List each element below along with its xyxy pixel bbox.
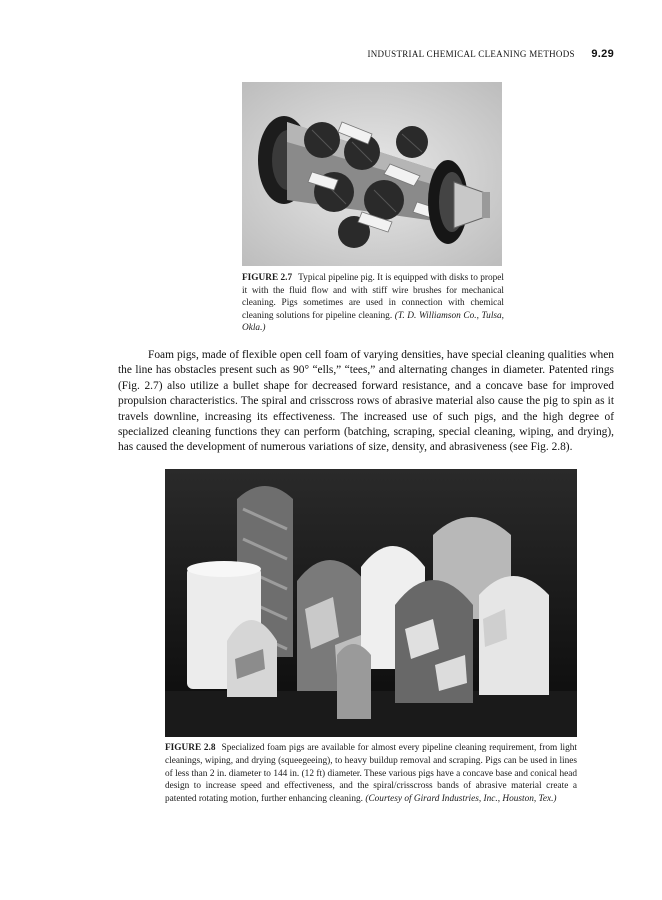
figure-2-7-photo bbox=[242, 82, 502, 266]
foam-pigs-illustration bbox=[165, 469, 577, 737]
figure-2-8-caption bbox=[165, 742, 577, 806]
figure-2-7-caption bbox=[242, 272, 504, 335]
running-head-title: INDUSTRIAL CHEMICAL CLEANING METHODS bbox=[367, 49, 575, 59]
pipeline-pig-illustration bbox=[242, 82, 502, 266]
figure-2-8-label: FIGURE 2.8 bbox=[165, 743, 216, 753]
figure-2-8-caption-text: Specialized foam pigs are available for almost every pipeline cleaning requirement, from light cleanings, wiping, and drying (squeegeeing), to heavy buildup removal and scraping. Pigs can be used in lines of less than 2 in. diameter to 144 in. (12 ft) diameter. These various pigs have a concave base and conical head design to increase speed and effectiveness, and the spiral/crisscross bands of abrasive material create a patented rotating motion, further enhancing cleaning. bbox=[165, 743, 578, 805]
figure-2-8-photo bbox=[165, 469, 577, 737]
running-head bbox=[367, 48, 614, 60]
body-paragraph: Foam pigs, made of flexible open cell foam of varying densities, have special cleaning qualities when the line has obstacles present such as 90° “ells,” “tees,” and alternating changes in diameter. Patented rings (Fig. 2.7) also utilize a bullet shape for decreased forward resistance, and a concave base for improved propulsion characteristics. The spiral and crisscross rows of abrasive material also cause the pig to spin as it travels downline, increasing its effectiveness. The increased use of such pigs, and the high degree of specialized cleaning functions they can perform (batching, scraping, special cleaning, wiping, and drying), has caused the development of numerous variations of size, density, and abrasiveness (see Fig. 2.8). bbox=[118, 349, 614, 454]
figure-2-7-caption-text: Typical pipeline pig. It is equipped with disks to propel it with the fluid flow and with stiff wire brushes for mechanical cleaning. Pigs sometimes are used in connection with chemical cleaning solutions for pipeline cleaning. bbox=[242, 273, 504, 321]
figure-2-8-credit: (Courtesy of Girard Industries, Inc., Houston, Tex.) bbox=[365, 794, 557, 805]
figure-2-7-label: FIGURE 2.7 bbox=[242, 273, 293, 283]
figure-2-7-credit: (T. D. Williamson Co., Tulsa, Okla.) bbox=[242, 310, 505, 334]
page-number: 9.29 bbox=[591, 48, 614, 60]
